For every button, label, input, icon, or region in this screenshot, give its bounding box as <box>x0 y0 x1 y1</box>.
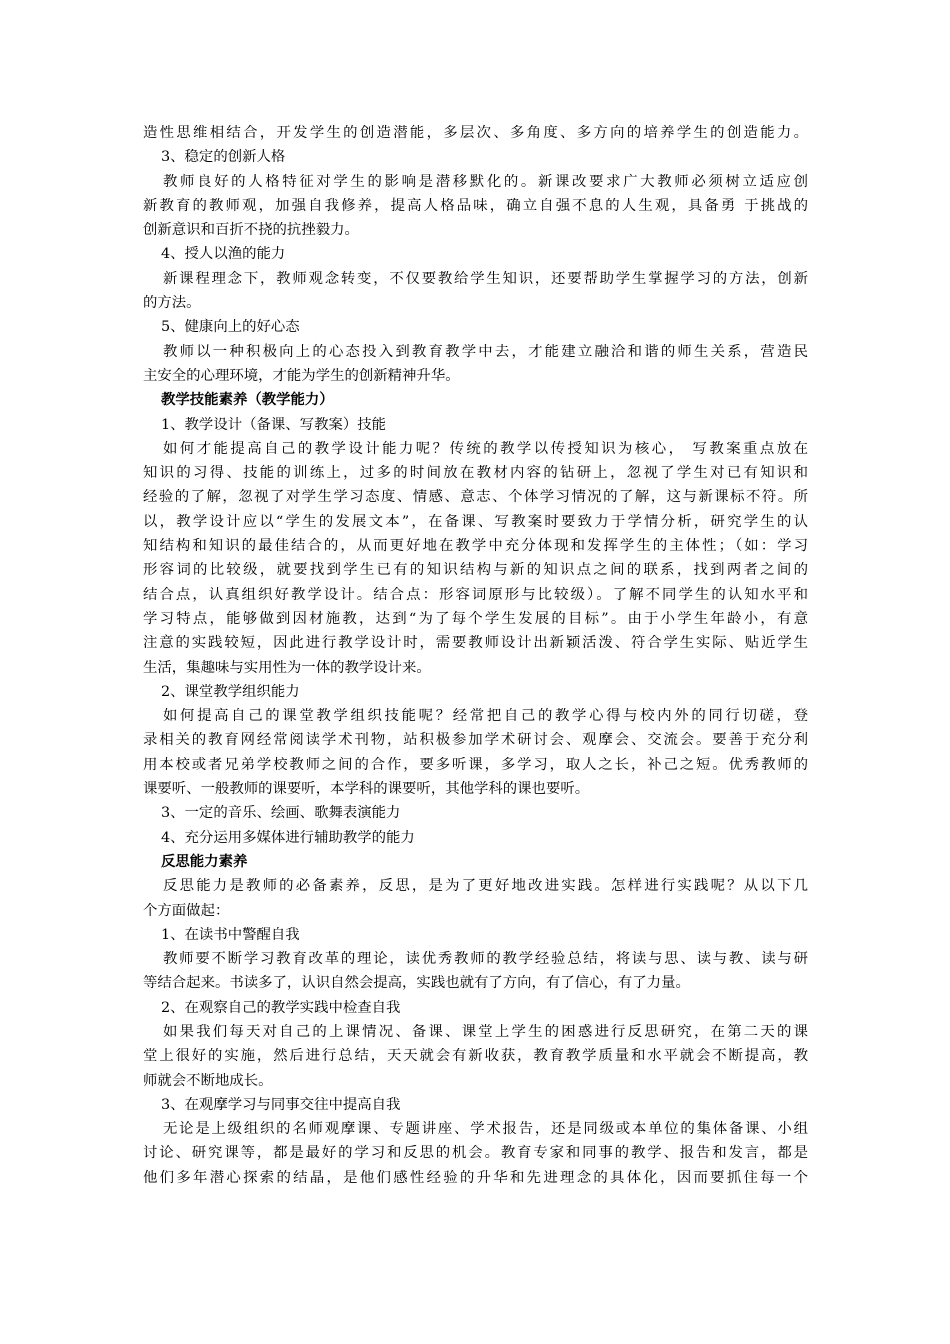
section-heading: 3、稳定的创新人格 <box>161 149 286 166</box>
text-line: 反思能力是教师的必备素养，反思，是为了更好地改进实践。怎样进行实践呢？从以下几 <box>163 878 808 895</box>
section-heading: 2、课堂教学组织能力 <box>161 683 300 700</box>
section-heading: 1、在读书中警醒自我 <box>161 926 300 943</box>
document-body <box>143 121 808 1190</box>
text-line: 主安全的心理环境，才能为学生的创新精神升华。 <box>143 367 460 384</box>
text-line: 生活，集趣味与实用性为一体的教学设计来。 <box>143 659 431 676</box>
text-line: 注意的实践较短，因此进行教学设计时，需要教师设计出新颖活泼、符合学生实际、贴近学生 <box>143 635 808 652</box>
text-line: 课要听、一般教师的课要听，本学科的课要听，其他学科的课也要听。 <box>143 781 590 798</box>
text-line: 如果我们每天对自己的上课情况、备课、课堂上学生的困惑进行反思研究，在第二天的课 <box>163 1023 808 1040</box>
text-line: 他们多年潜心探索的结晶，是他们感性经验的升华和先进理念的具体化，因而要抓住每一个 <box>143 1169 808 1186</box>
text-line: 结合点，认真组织好教学设计。结合点：形容词原形与比较级）。了解不同学生的认知水平和 <box>143 586 808 603</box>
text-line: 造性思维相结合，开发学生的创造潜能，多层次、多角度、多方向的培养学生的创造能力。 <box>143 125 808 141</box>
text-line: 录相关的教育网经常阅读学术刊物，站积极参加学术研讨会、观摩会、交流会。要善于充分利 <box>143 732 808 749</box>
bold-heading: 教学技能素养（教学能力） <box>161 391 334 409</box>
text-line: 创新意识和百折不挠的抗挫毅力。 <box>143 222 359 239</box>
text-line: 教师良好的人格特征对学生的影响是潜移默化的。新课改要求广大教师必须树立适应创 <box>163 173 808 190</box>
section-heading: 4、充分运用多媒体进行辅助教学的能力 <box>161 829 415 846</box>
text-line: 无论是上级组织的名师观摩课、专题讲座、学术报告，还是同级或本单位的集体备课、小组 <box>163 1121 808 1138</box>
section-heading: 3、在观摩学习与同事交往中提高自我 <box>161 1096 401 1113</box>
section-heading: 3、一定的音乐、绘画、歌舞表演能力 <box>161 805 401 822</box>
text-line: 学习特点，能够做到因材施教，达到“为了每个学生发展的目标”。由于小学生年龄小，有意 <box>143 610 808 627</box>
text-line: 知识的习得、技能的训练上，过多的时间放在教材内容的钻研上，忽视了学生对已有知识和 <box>143 465 808 482</box>
text-line: 新课程理念下，教师观念转变，不仅要教给学生知识，还要帮助学生掌握学习的方法，创新 <box>163 270 808 287</box>
text-line: 教师要不断学习教育改革的理论，读优秀教师的教学经验总结，将读与思、读与教、读与研 <box>163 951 808 968</box>
text-line: 如何才能提高自己的教学设计能力呢？传统的教学以传授知识为核心， 写教案重点放在 <box>163 440 808 457</box>
text-line: 如何提高自己的课堂教学组织技能呢？经常把自己的教学心得与校内外的同行切磋，登 <box>163 708 808 725</box>
bold-heading: 反思能力素养 <box>161 852 248 870</box>
text-line: 等结合起来。书读多了，认识自然会提高，实践也就有了方向，有了信心，有了力量。 <box>143 975 690 992</box>
text-line: 的方法。 <box>143 295 201 312</box>
section-heading: 1、教学设计（备课、写教案）技能 <box>161 416 387 433</box>
section-heading: 2、在观察自己的教学实践中检查自我 <box>161 999 401 1016</box>
text-line: 讨论、研究课等，都是最好的学习和反思的机会。教育专家和同事的教学、报告和发言，都是 <box>143 1145 808 1162</box>
text-line: 新教育的教师观，加强自我修养，提高人格品味，确立自强不息的人生观，具备勇 于挑战的 <box>143 197 808 214</box>
text-line: 知结构和知识的最佳结合的，从而更好地在教学中充分体现和发挥学生的主体性；（如：学习 <box>143 538 808 555</box>
text-line: 教师以一种积极向上的心态投入到教育教学中去，才能建立融洽和谐的师生关系，营造民 <box>163 343 808 360</box>
text-line: 堂上很好的实施，然后进行总结，天天就会有新收获，教育教学质量和水平就会不断提高，教 <box>143 1048 808 1065</box>
text-line: 用本校或者兄弟学校教师之间的合作，要多听课，多学习，取人之长，补己之短。优秀教师的 <box>143 756 808 773</box>
text-line: 形容词的比较级，就要找到学生已有的知识结构与新的知识点之间的联系，找到两者之间的 <box>143 562 808 579</box>
text-line: 以，教学设计应以“学生的发展文本”，在备课、写教案时要致力于学情分析，研究学生的认 <box>143 513 808 530</box>
text-line: 师就会不断地成长。 <box>143 1072 273 1089</box>
section-heading: 5、健康向上的好心态 <box>161 319 300 336</box>
section-heading: 4、授人以渔的能力 <box>161 246 286 263</box>
text-line: 经验的了解，忽视了对学生学习态度、情感、意志、个体学习情况的了解，这与新课标不符。所 <box>143 489 808 506</box>
text-line: 个方面做起： <box>143 902 230 919</box>
